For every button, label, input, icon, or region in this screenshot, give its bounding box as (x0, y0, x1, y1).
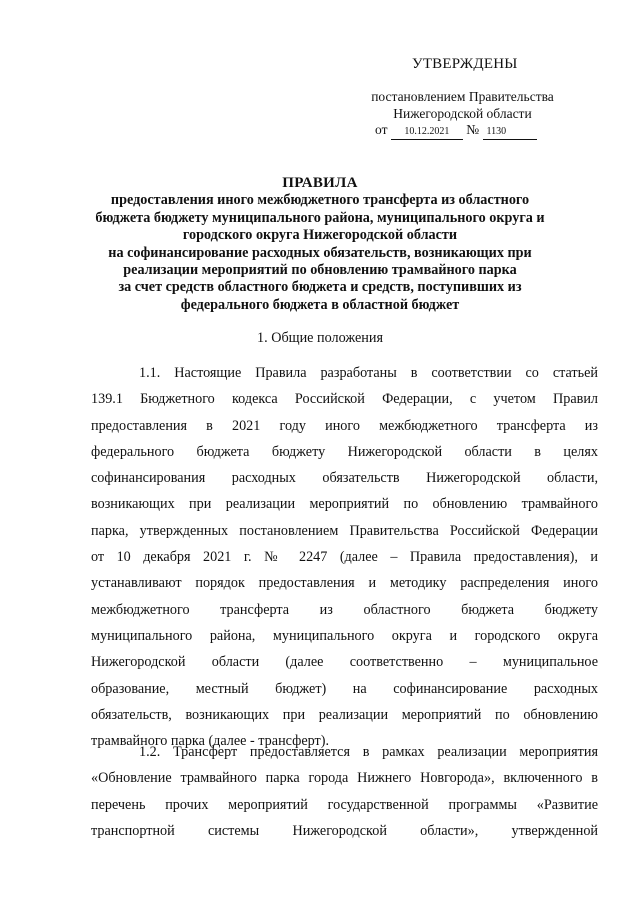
approval-line-1: постановлением Правительства (371, 89, 554, 104)
paragraph-line: софинансирования расходных обязательств Нижегородской области, (91, 470, 598, 487)
paragraph-1-2 (91, 739, 598, 844)
paragraph-line: Нижегородской области (далее соответственно – муниципальное (91, 654, 598, 671)
title-line: на софинансирование расходных обязательств, возникающих при (108, 244, 532, 261)
title-line: реализации мероприятий по обновлению трамвайного парка (123, 262, 517, 279)
approval-date-number (375, 122, 537, 140)
title-line: городского округа Нижегородской области (182, 227, 458, 244)
number-label: № (466, 122, 480, 137)
from-label: от (375, 122, 388, 137)
paragraph-line: парка, утвержденных постановлением Правительства Российской Федерации (91, 522, 598, 539)
title-head: ПРАВИЛА (282, 175, 358, 191)
section-heading: 1. Общие положения (257, 330, 383, 346)
title-line: предоставления иного межбюджетного трансферта из областного (110, 192, 530, 209)
approval-heading: УТВЕРЖДЕНЫ (412, 56, 518, 72)
approval-line-2: Нижегородской области (393, 106, 532, 121)
paragraph-line: образование, местный бюджет) на софинансирование расходных (91, 680, 598, 697)
paragraph-1-1 (91, 360, 598, 754)
paragraph-line: 1.2. Трансферт предоставляется в рамках реализации мероприятия (139, 744, 598, 760)
title-line: федерального бюджета в областной бюджет (180, 296, 460, 313)
paragraph-line: перечень прочих мероприятий государственной программы «Развитие (91, 796, 598, 813)
title-line: за счет средств областного бюджета и средств, поступивших из (118, 279, 522, 296)
approval-date: 10.12.2021 (391, 125, 463, 140)
paragraph-line: транспортной системы Нижегородской области», утвержденной (91, 822, 598, 839)
paragraph-line: трамвайного парка (далее - трансферт). (91, 733, 329, 750)
approval-number: 1130 (483, 125, 537, 140)
paragraph-line: от 10 декабря 2021 г. № 2247 (далее – Правила предоставления), и (91, 549, 598, 566)
paragraph-line: «Обновление трамвайного парка города Нижнего Новгорода», включенного в (91, 770, 598, 787)
title-line: бюджета бюджету муниципального района, муниципального округа и (95, 209, 545, 226)
paragraph-line: межбюджетного трансферта из областного бюджета бюджету (91, 601, 598, 618)
document-title (70, 175, 570, 314)
paragraph-line: обязательств, возникающих при реализации мероприятий по обновлению (91, 706, 598, 723)
paragraph-line: устанавливают порядок предоставления и методику распределения иного (91, 575, 598, 592)
paragraph-line: 1.1. Настоящие Правила разработаны в соответствии со статьей (139, 365, 598, 381)
paragraph-line: муниципального района, муниципального округа и городского округа (91, 627, 598, 644)
paragraph-line: возникающих при реализации мероприятий по обновлению трамвайного (91, 496, 598, 513)
paragraph-line: 139.1 Бюджетного кодекса Российской Федерации, с учетом Правил (91, 391, 598, 408)
paragraph-line: предоставления в 2021 году иного межбюджетного трансферта из (91, 417, 598, 434)
paragraph-line: федерального бюджета бюджету Нижегородской области в целях (91, 443, 598, 460)
